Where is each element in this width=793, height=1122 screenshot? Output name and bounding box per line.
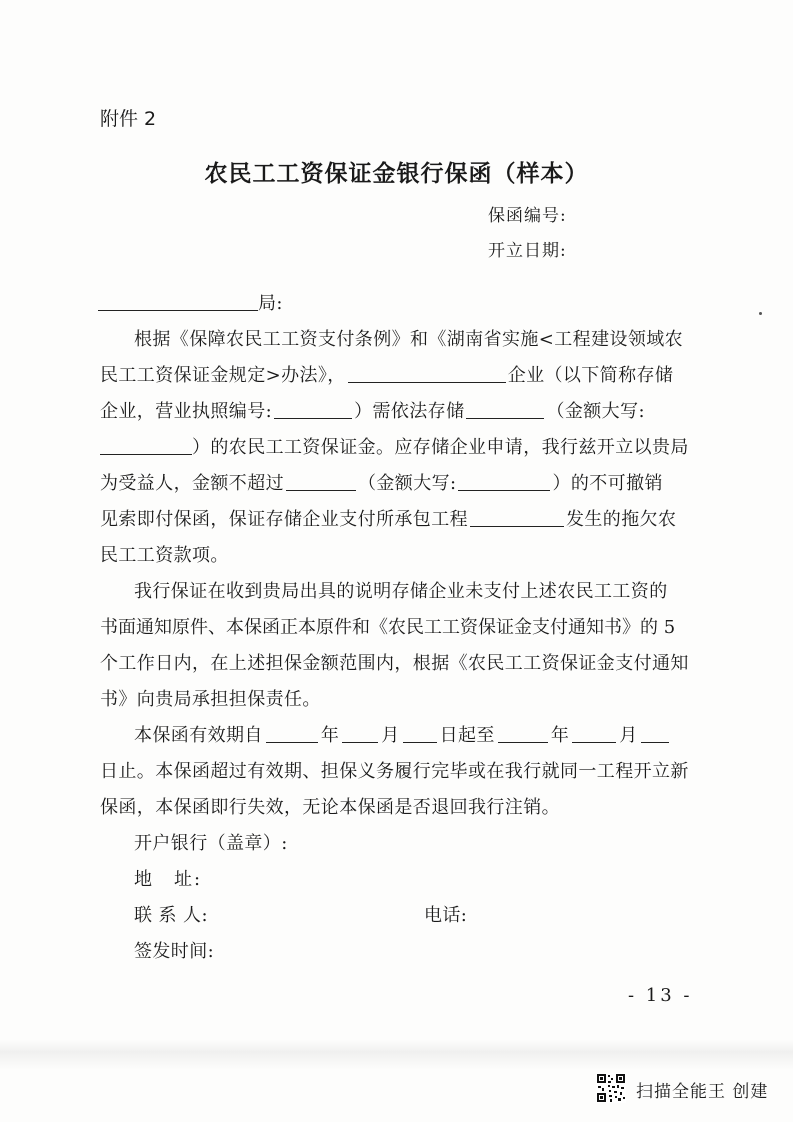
para1-line2 (100, 361, 673, 387)
end-day-blank (641, 724, 669, 743)
para1-line1: 根据《保障农民工工资支付条例》和《湖南省实施<工程建设领域农 (134, 329, 684, 350)
para2-line2: 书面通知原件、本保函正本原件和《农民工工资保证金支付通知书》的 5 (100, 617, 676, 638)
end-year-blank (498, 724, 548, 743)
annex-label: 附件 2 (100, 108, 157, 130)
scan-speck (759, 312, 762, 315)
start-day-label: 日起至 (439, 725, 495, 746)
para1-line5-text-a: 为受益人，金额不超过 (100, 473, 284, 494)
para1-line4 (100, 433, 689, 459)
scanner-watermark: 扫描全能王 创建 (636, 1082, 769, 1102)
para1-line2-text-b: 企业（以下简称存储 (507, 365, 674, 386)
start-year-blank (266, 724, 318, 743)
para3-line3: 保函，本保函即行失效，无论本保函是否退回我行注销。 (100, 797, 560, 818)
para1-line6-text-b: 发生的拖欠农 (566, 509, 677, 530)
page-number: - 13 - (628, 985, 693, 1006)
para1-line3-text-a: 企业，营业执照编号: (100, 401, 273, 422)
document-title: 农民工工资保证金银行保函（样本） (204, 160, 589, 187)
qr-code-icon (596, 1073, 626, 1103)
project-name-blank (470, 508, 564, 527)
start-month-blank (342, 724, 378, 743)
addressee-blank (98, 292, 258, 311)
para1-line4-text: ）的农民工工资保证金。应存储企业申请，我行兹开立以贵局 (192, 437, 689, 458)
start-day-blank (403, 724, 437, 743)
addressee-line (98, 289, 283, 315)
end-month-blank (572, 724, 616, 743)
para1-line7: 民工工资款项。 (100, 545, 229, 566)
para2-line3: 个工作日内，在上述担保金额范围内，根据《农民工工资保证金支付通知 (100, 653, 689, 674)
validity-prefix: 本保函有效期自 (134, 725, 263, 746)
para1-line5 (100, 469, 663, 495)
end-year-label: 年 (550, 725, 570, 746)
issue-time-label: 签发时间: (134, 941, 215, 962)
para1-line6-text-a: 见索即付保函，保证存储企业支付所承包工程 (100, 509, 468, 530)
phone-label: 电话: (424, 905, 468, 926)
license-number-blank (274, 400, 352, 419)
contact-person-label: 联 系 人: (134, 905, 208, 926)
max-amount-blank (286, 472, 356, 491)
para1-line3 (100, 397, 645, 423)
deposit-amount-words-blank (100, 436, 192, 455)
para1-line6 (100, 505, 676, 531)
para1-line3-text-c: （金额大写: (546, 401, 645, 422)
para1-line5-text-c: ）的不可撤销 (552, 473, 663, 494)
start-year-label: 年 (320, 725, 340, 746)
addressee-suffix: 局: (258, 293, 283, 314)
deposit-amount-blank (466, 400, 544, 419)
para3-line2: 日止。本保函超过有效期、担保义务履行完毕或在我行就同一工程开立新 (100, 761, 689, 782)
para1-line2-text-a: 民工工资保证金规定>办法》， (100, 365, 346, 386)
end-month-label: 月 (619, 725, 638, 746)
para2-line4: 书》向贵局承担担保责任。 (100, 689, 321, 710)
enterprise-name-blank (348, 364, 506, 383)
para1-line3-text-b: ）需依法存储 (354, 401, 465, 422)
max-amount-words-blank (458, 472, 550, 491)
para2-line1: 我行保证在收到贵局出具的说明存储企业未支付上述农民工工资的 (134, 581, 668, 602)
para3-line1 (134, 721, 672, 747)
scan-shadow (0, 1040, 793, 1070)
para1-line5-text-b: （金额大写: (358, 473, 457, 494)
guarantee-number-label: 保函编号: (488, 206, 567, 226)
bank-seal-label: 开户银行（盖章）: (134, 833, 288, 854)
start-month-label: 月 (381, 725, 400, 746)
issue-date-label: 开立日期: (488, 241, 567, 261)
address-label: 地 址: (134, 869, 203, 890)
